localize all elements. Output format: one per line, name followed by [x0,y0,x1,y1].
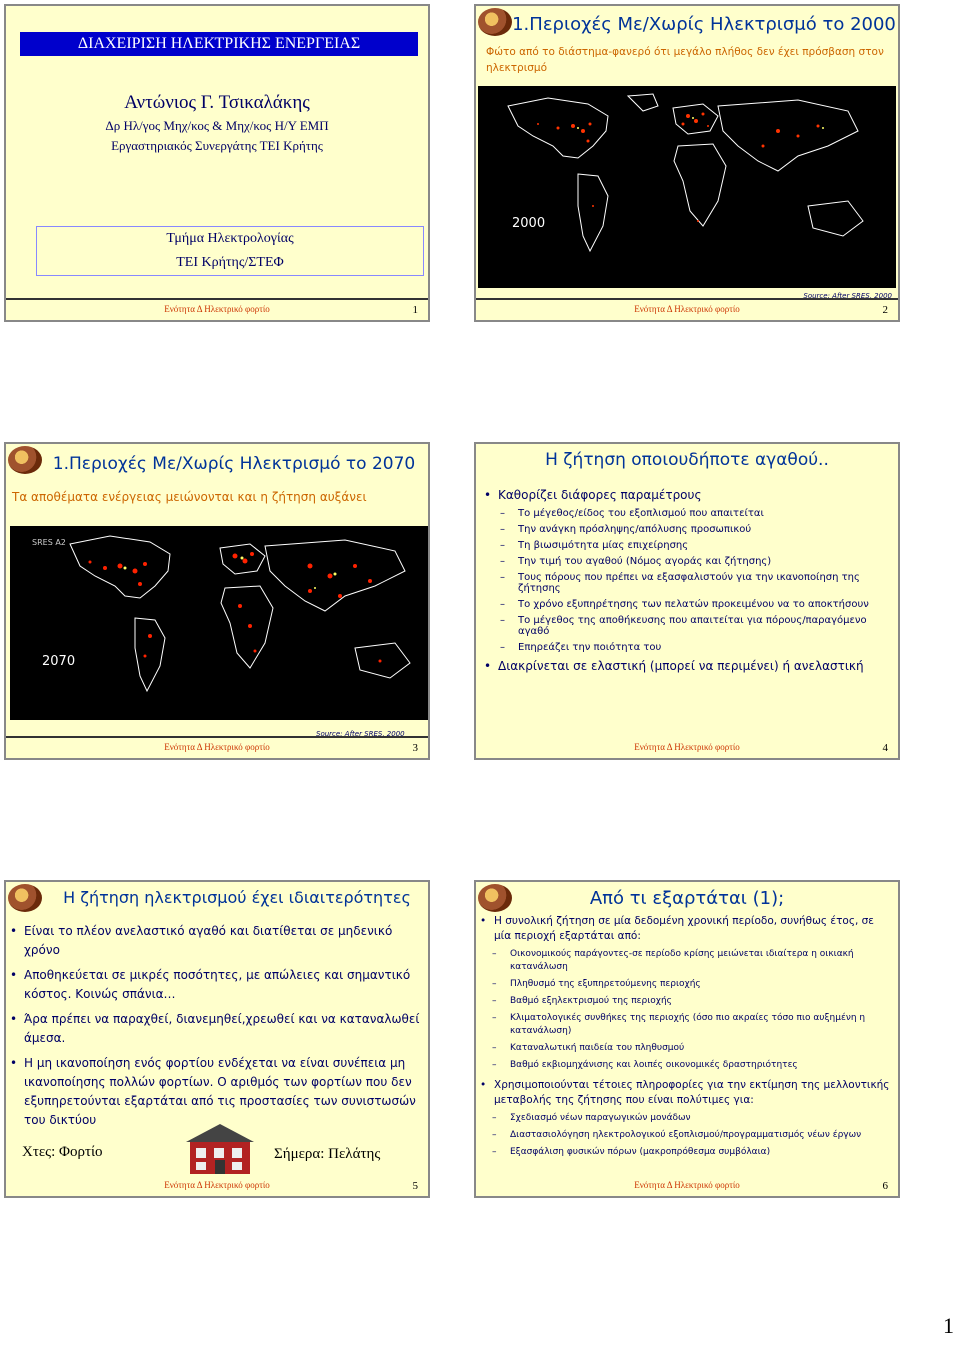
department-name: Τμήμα Ηλεκτρολογίας [166,231,294,246]
slide-footer [476,302,898,316]
bullet-text: Χρησιμοποιούνται τέτοιες πληροφορίες για την εκτίμηση της μελλοντικής μεταβολής της ζήτησης που είναι πολύτιμες για: [494,1079,890,1106]
sub-bullet-text: Την τιμή του αγαθού (Νόμος αγοράς και ζήτησης) [518,556,772,567]
sub-bullet-item [488,1059,892,1072]
sub-bullet-item [488,1042,892,1055]
footer-line [6,298,428,300]
bullet-item [8,966,422,1004]
sub-bullet-item [496,615,892,637]
sub-bullet-item [496,572,892,594]
sub-bullet-text: Βαθμό εξηλεκτρισμού της περιοχής [510,996,672,1006]
slide-5 [4,880,430,1198]
slide-footer [6,1178,428,1192]
title-banner: ΔΙΑΧΕΙΡΙΣΗ ΗΛΕΚΤΡΙΚΗΣ ΕΝΕΡΓΕΙΑΣ [20,32,418,56]
bullet-item [8,1054,422,1130]
house-image [182,1122,258,1176]
logo-icon [8,446,42,474]
slide-number: 6 [882,1180,888,1192]
sub-bullet-text: Το μέγεθος της αποθήκευσης που απαιτείται για πόρους/παραγόμενο αγαθό [518,615,867,637]
slide-4 [474,442,900,760]
bullet-text: Άρα πρέπει να παραχθεί, διανεμηθεί,χρεωθεί και να καταναλωθεί άμεσα. [24,1012,420,1045]
bullet-text: Διακρίνεται σε ελαστική (μπορεί να περιμένει) ή ανελαστική [498,659,864,673]
bullet-item [8,1010,422,1048]
map-source: Source: After SRES, 2000 [803,292,892,300]
slide-title: Η ζήτηση ηλεκτρισμού έχει ιδιαιτερότητες [63,888,411,907]
bullet-item [478,1078,892,1108]
world-map-2070 [10,526,428,720]
slide-number: 1 [412,304,418,316]
sub-bullet-text: Το χρόνο εξυπηρέτησης των πελατών προκειμένου να το αποκτήσουν [518,599,869,610]
sub-bullet-text: Το μέγεθος/είδος του εξοπλισμού που απαιτείται [518,508,764,519]
sub-bullet-text: Οικονομικούς παράγοντες-σε περίοδο κρίσης μειώνεται ιδιαίτερα η οικιακή κατανάλωση [510,949,854,972]
slide-footer [476,1178,898,1192]
sub-bullet-item [496,642,892,653]
bullet-item [8,922,422,960]
author-name: Αντώνιος Γ. Τσικαλάκης [124,92,310,113]
institution-name: ΤΕΙ Κρήτης/ΣΤΕΦ [176,255,284,270]
footer-text: Ενότητα Δ Ηλεκτρικό φορτίο [164,742,270,752]
bullet-item [478,914,892,944]
today-label: Σήμερα: Πελάτης [274,1146,381,1162]
bullet-text: Αποθηκεύεται σε μικρές ποσότητες, με απώλειες και σημαντικό κόστος. Κοινώς σπάνια… [24,968,411,1001]
sub-bullet-text: Σχεδιασμό νέων παραγωγικών μονάδων [510,1113,691,1123]
footer-line [6,736,428,738]
slide-footer [6,302,428,316]
world-map-2000 [478,86,896,288]
sub-bullet-item [488,995,892,1008]
slide-footer [476,740,898,754]
sub-bullet-text: Επηρεάζει την ποιότητα του [518,642,662,653]
sub-bullet-item [488,978,892,991]
sub-bullet-item [488,1112,892,1125]
sub-bullet-item [488,948,892,974]
slide-3 [4,442,430,760]
author-role: Εργαστηριακός Συνεργάτης ΤΕΙ Κρήτης [111,138,323,153]
bullet-text: Η συνολική ζήτηση σε μία δεδομένη χρονική περίοδο, συνήθως έτος, σε μία περιοχή εξαρτάται από: [494,915,874,942]
house-icon [182,1122,258,1176]
map-year-label: 2070 [42,654,76,669]
world-map-graphic [478,86,896,288]
slide-1 [4,4,430,322]
map-year-label: 2000 [512,216,546,231]
sub-bullet-item [488,1129,892,1142]
author-degree: Δρ Ηλ/γος Μηχ/κος & Μηχ/κος Η/Υ ΕΜΠ [105,118,329,133]
footer-text: Ενότητα Δ Ηλεκτρικό φορτίο [164,1180,270,1190]
slide-number: 5 [412,1180,418,1192]
sub-bullet-item [496,508,892,519]
logo-icon [478,8,512,36]
footer-text: Ενότητα Δ Ηλεκτρικό φορτίο [634,1180,740,1190]
bullet-item [482,659,892,673]
map-scenario-label: SRES A2 [32,538,66,547]
slide-number: 4 [882,742,888,754]
sub-bullet-item [496,556,892,567]
sub-bullet-text: Κλιματολογικές συνθήκες της περιοχής (όσο πιο ακραίες τόσο πιο αυξημένη η κατανάλωση) [510,1013,866,1036]
slide-subtitle: Τα αποθέματα ενέργειας μειώνονται και η ζήτηση αυξάνει [12,490,367,504]
footer-line [476,298,898,300]
sub-bullet-text: Καταναλωτική παιδεία του πληθυσμού [510,1043,685,1053]
slide-title: Η ζήτηση οποιουδήποτε αγαθού.. [545,450,829,470]
bullet-list [8,922,422,1130]
bullet-list [478,914,892,1159]
bullet-list [482,488,892,673]
sub-bullet-text: Την ανάγκη πρόσληψης/απόλυσης προσωπικού [518,524,752,535]
footer-text: Ενότητα Δ Ηλεκτρικό φορτίο [634,304,740,314]
slide-title: 1.Περιοχές Με/Χωρίς Ηλεκτρισμό το 2000 [512,14,896,35]
slide-subtitle: Φώτο από το διάστημα-φανερό ότι μεγάλο πλήθος δεν έχει πρόσβαση στον ηλεκτρισμό [486,46,884,74]
bullet-item [482,488,892,502]
sub-bullet-text: Βαθμό εκβιομηχάνισης και λοιπές οικονομικές δραστηριότητες [510,1060,798,1070]
slide-6 [474,880,900,1198]
sub-bullet-text: Διαστασιολόγηση ηλεκτρολογικού εξοπλισμού/προγραμματισμός νέων έργων [510,1130,862,1140]
department-box [36,226,424,276]
sub-bullet-text: Πληθυσμό της εξυπηρετούμενης περιοχής [510,979,701,989]
footer-text: Ενότητα Δ Ηλεκτρικό φορτίο [164,304,270,314]
map-source: Source: After SRES, 2000 [316,730,405,738]
bullet-text: Καθορίζει διάφορες παραμέτρους [498,488,702,502]
slide-title: 1.Περιοχές Με/Χωρίς Ηλεκτρισμό το 2070 [52,454,416,474]
slide-number: 2 [882,304,888,316]
yesterday-label: Χτες: Φορτίο [22,1144,103,1160]
logo-icon [8,884,42,912]
sub-bullet-item [496,524,892,535]
world-map-graphic [10,526,428,720]
sub-bullet-item [496,599,892,610]
page-number: 1 [943,1313,954,1338]
slide-title: Από τι εξαρτάται (1); [589,888,785,909]
sub-bullet-item [496,540,892,551]
bullet-text: Είναι το πλέον ανελαστικό αγαθό και διατίθεται σε μηδενικό χρόνο [24,924,393,957]
sub-bullet-item [488,1012,892,1038]
sub-bullet-text: Τη βιωσιμότητα μίας επιχείρησης [518,540,689,551]
slide-number: 3 [412,742,418,754]
sub-bullet-text: Τους πόρους που πρέπει να εξασφαλιστούν για την ικανοποίηση της ζήτησης [518,572,860,594]
slide-2 [474,4,900,322]
footer-text: Ενότητα Δ Ηλεκτρικό φορτίο [634,742,740,752]
sub-bullet-text: Εξασφάλιση φυσικών πόρων (μακροπρόθεσμα συμβόλαια) [510,1147,771,1157]
sub-bullet-item [488,1146,892,1159]
slide-footer [6,740,428,754]
bullet-text: Η μη ικανοποίηση ενός φορτίου ενδέχεται να είναι συνέπεια μη ικανοποίησης πολλών φορτίων. Ο αριθμός των φορτίων που δεν εξυπηρετούνται εξαρτάται από τις προστασίες των συνιστωσών του δικτύου [24,1056,416,1127]
